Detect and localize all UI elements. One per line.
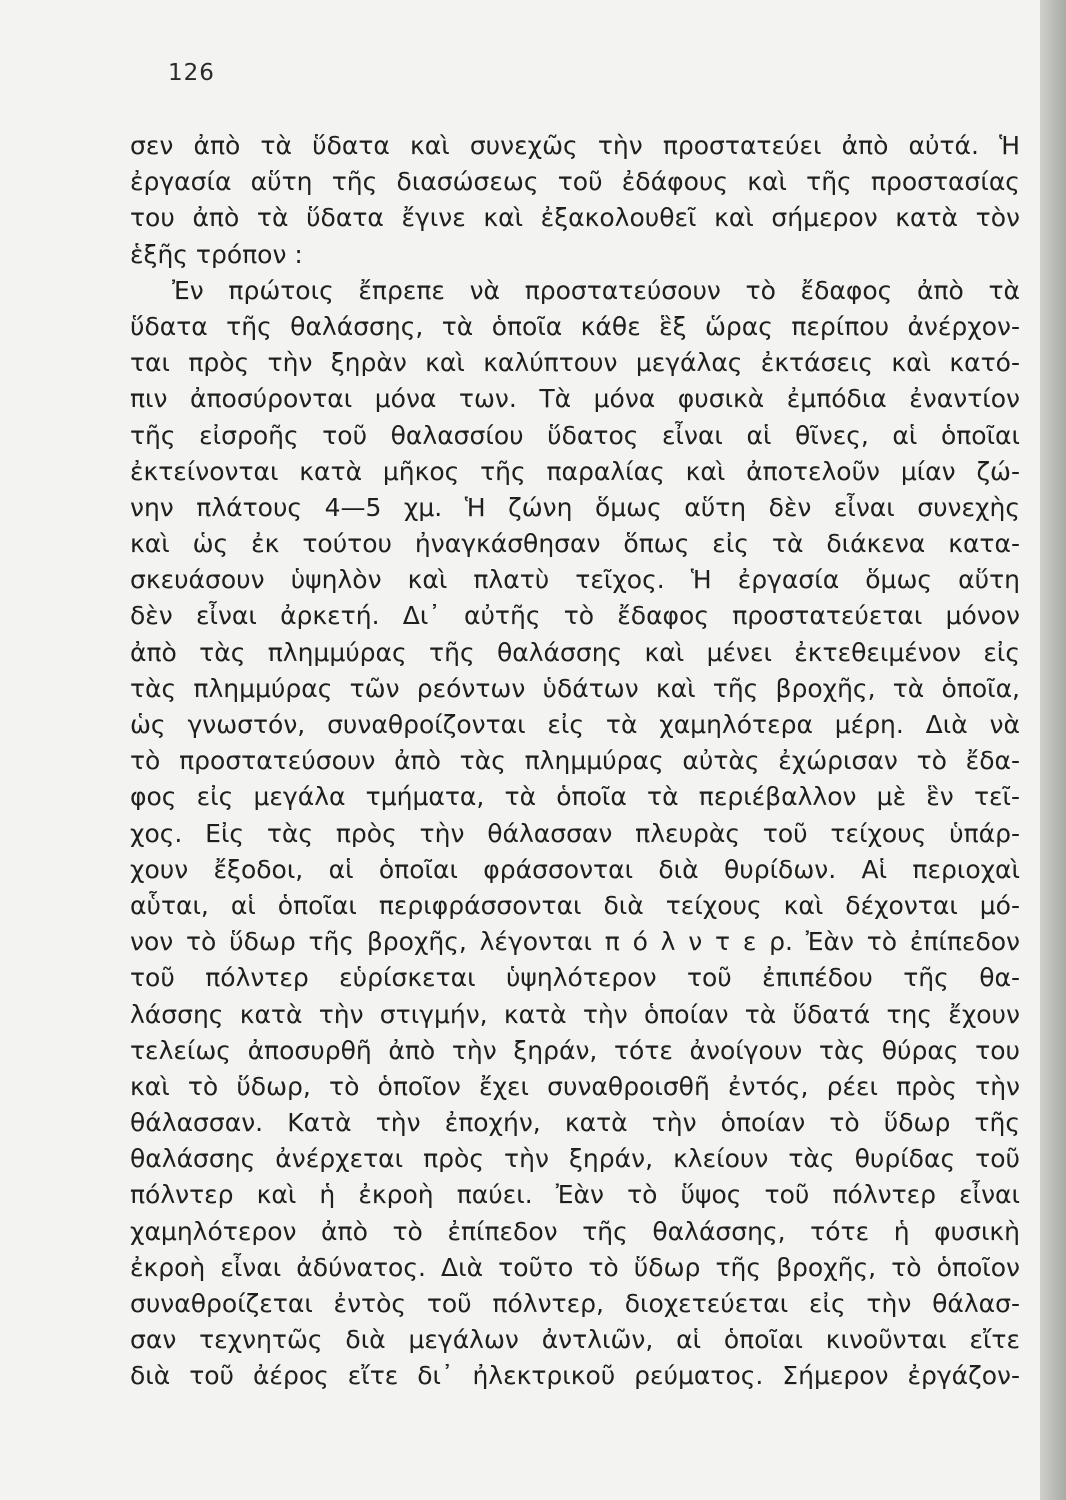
text-line: αὗται, αἱ ὁποῖαι περιφράσσονται διὰ τείχους καὶ δέχονται μό-	[130, 890, 1020, 920]
text-line: χαμηλότερον ἀπὸ τὸ ἐπίπεδον τῆς θαλάσσης, τότε ἡ φυσικὴ	[130, 1216, 1020, 1246]
text-line: τὸ προστατεύσουν ἀπὸ τὰς πλημμύρας αὐτὰς ἐχώρισαν τὸ ἔδα-	[130, 746, 1020, 776]
text-line: καὶ τὸ ὕδωρ, τὸ ὁποῖον ἔχει συναθροισθῆ ἐντός, ρέει πρὸς τὴν	[130, 1071, 1020, 1101]
text-line: του ἀπὸ τὰ ὕδατα ἔγινε καὶ ἐξακολουθεῖ καὶ σήμερον κατὰ τὸν	[130, 203, 1020, 233]
text-line: σαν τεχνητῶς διὰ μεγάλων ἀντλιῶν, αἱ ὁποῖαι κινοῦνται εἴτε	[130, 1325, 1020, 1355]
text-line: ἀπὸ τὰς πλημμύρας τῆς θαλάσσης καὶ μένει ἐκτεθειμένον εἰς	[130, 637, 1020, 667]
page-number: 126	[168, 60, 215, 86]
text-line: διὰ τοῦ ἀέρος εἴτε δι᾽ ἠλεκτρικοῦ ρεύματος. Σήμερον ἐργάζον-	[130, 1361, 1020, 1391]
body-text	[130, 128, 1020, 1395]
text-line: σεν ἀπὸ τὰ ὕδατα καὶ συνεχῶς τὴν προστατεύει ἀπὸ αὐτά. Ἡ	[130, 131, 1020, 160]
text-line: νον τὸ ὕδωρ τῆς βροχῆς, λέγονται π ό λ ν τ ε ρ. Ἐὰν τὸ ἐπίπεδον	[130, 927, 1020, 957]
text-line: τῆς εἰσροῆς τοῦ θαλασσίου ὕδατος εἶναι αἱ θῖνες, αἱ ὁποῖαι	[130, 420, 1020, 450]
text-line: ἐκροὴ εἶναι ἀδύνατος. Διὰ τοῦτο τὸ ὕδωρ τῆς βροχῆς, τὸ ὁποῖον	[130, 1252, 1020, 1282]
text-line: Ἐν πρώτοις ἔπρεπε νὰ προστατεύσουν τὸ ἔδαφος ἀπὸ τὰ	[172, 275, 1020, 305]
text-line: λάσσης κατὰ τὴν στιγμήν, κατὰ τὴν ὁποίαν τὰ ὕδατά της ἔχουν	[130, 999, 1020, 1029]
text-line: ὡς γνωστόν, συναθροίζονται εἰς τὰ χαμηλότερα μέρη. Διὰ νὰ	[130, 710, 1020, 739]
text-line: φος εἰς μεγάλα τμήματα, τὰ ὁποῖα τὰ περιέβαλλον μὲ ἓν τεῖ-	[130, 782, 1020, 812]
text-line: θάλασσαν. Κατὰ τὴν ἐποχήν, κατὰ τὴν ὁποίαν τὸ ὕδωρ τῆς	[130, 1108, 1020, 1138]
text-line: πιν ἀποσύρονται μόνα των. Τὰ μόνα φυσικὰ ἐμπόδια ἐναντίον	[130, 384, 1020, 414]
text-line: χος. Εἰς τὰς πρὸς τὴν θάλασσαν πλευρὰς τοῦ τείχους ὑπάρ-	[130, 818, 1020, 848]
text-line: νην πλάτους 4—5 χμ. Ἡ ζώνη ὅμως αὕτη δὲν εἶναι συνεχὴς	[130, 492, 1020, 522]
text-line: καὶ ὡς ἐκ τούτου ἠναγκάσθησαν ὅπως εἰς τὰ διάκενα κατα-	[130, 529, 1020, 559]
text-line: συναθροίζεται ἐντὸς τοῦ πόλντερ, διοχετεύεται εἰς τὴν θάλασ-	[130, 1289, 1020, 1318]
page-gutter-shadow	[1040, 0, 1066, 1500]
text-line: τὰς πλημμύρας τῶν ρεόντων ὑδάτων καὶ τῆς βροχῆς, τὰ ὁποῖα,	[130, 673, 1020, 703]
text-line: θαλάσσης ἀνέρχεται πρὸς τὴν ξηράν, κλείουν τὰς θυρίδας τοῦ	[130, 1144, 1020, 1174]
text-line: τελείως ἀποσυρθῆ ἀπὸ τὴν ξηράν, τότε ἀνοίγουν τὰς θύρας του	[130, 1035, 1020, 1065]
text-line: σκευάσουν ὑψηλὸν καὶ πλατὺ τεῖχος. Ἡ ἐργασία ὅμως αὕτη	[130, 565, 1020, 595]
text-line: ἐργασία αὕτη τῆς διασώσεως τοῦ ἐδάφους καὶ τῆς προστασίας	[130, 167, 1020, 197]
text-line: δὲν εἶναι ἀρκετή. Δι᾽ αὐτῆς τὸ ἔδαφος προστατεύεται μόνον	[130, 601, 1020, 631]
text-line: πόλντερ καὶ ἡ ἐκροὴ παύει. Ἐὰν τὸ ὕψος τοῦ πόλντερ εἶναι	[130, 1180, 1020, 1210]
text-line: τοῦ πόλντερ εὑρίσκεται ὑψηλότερον τοῦ ἐπιπέδου τῆς θα-	[130, 963, 1020, 993]
text-line: ἑξῆς τρόπον :	[130, 239, 303, 269]
text-line: ται πρὸς τὴν ξηρὰν καὶ καλύπτουν μεγάλας ἐκτάσεις καὶ κατό-	[130, 348, 1020, 378]
text-line: χουν ἔξοδοι, αἱ ὁποῖαι φράσσονται διὰ θυρίδων. Αἱ περιοχαὶ	[130, 854, 1020, 884]
text-line: ὕδατα τῆς θαλάσσης, τὰ ὁποῖα κάθε ἓξ ὥρας περίπου ἀνέρχον-	[130, 311, 1020, 341]
text-line: ἐκτείνονται κατὰ μῆκος τῆς παραλίας καὶ ἀποτελοῦν μίαν ζώ-	[130, 456, 1020, 486]
